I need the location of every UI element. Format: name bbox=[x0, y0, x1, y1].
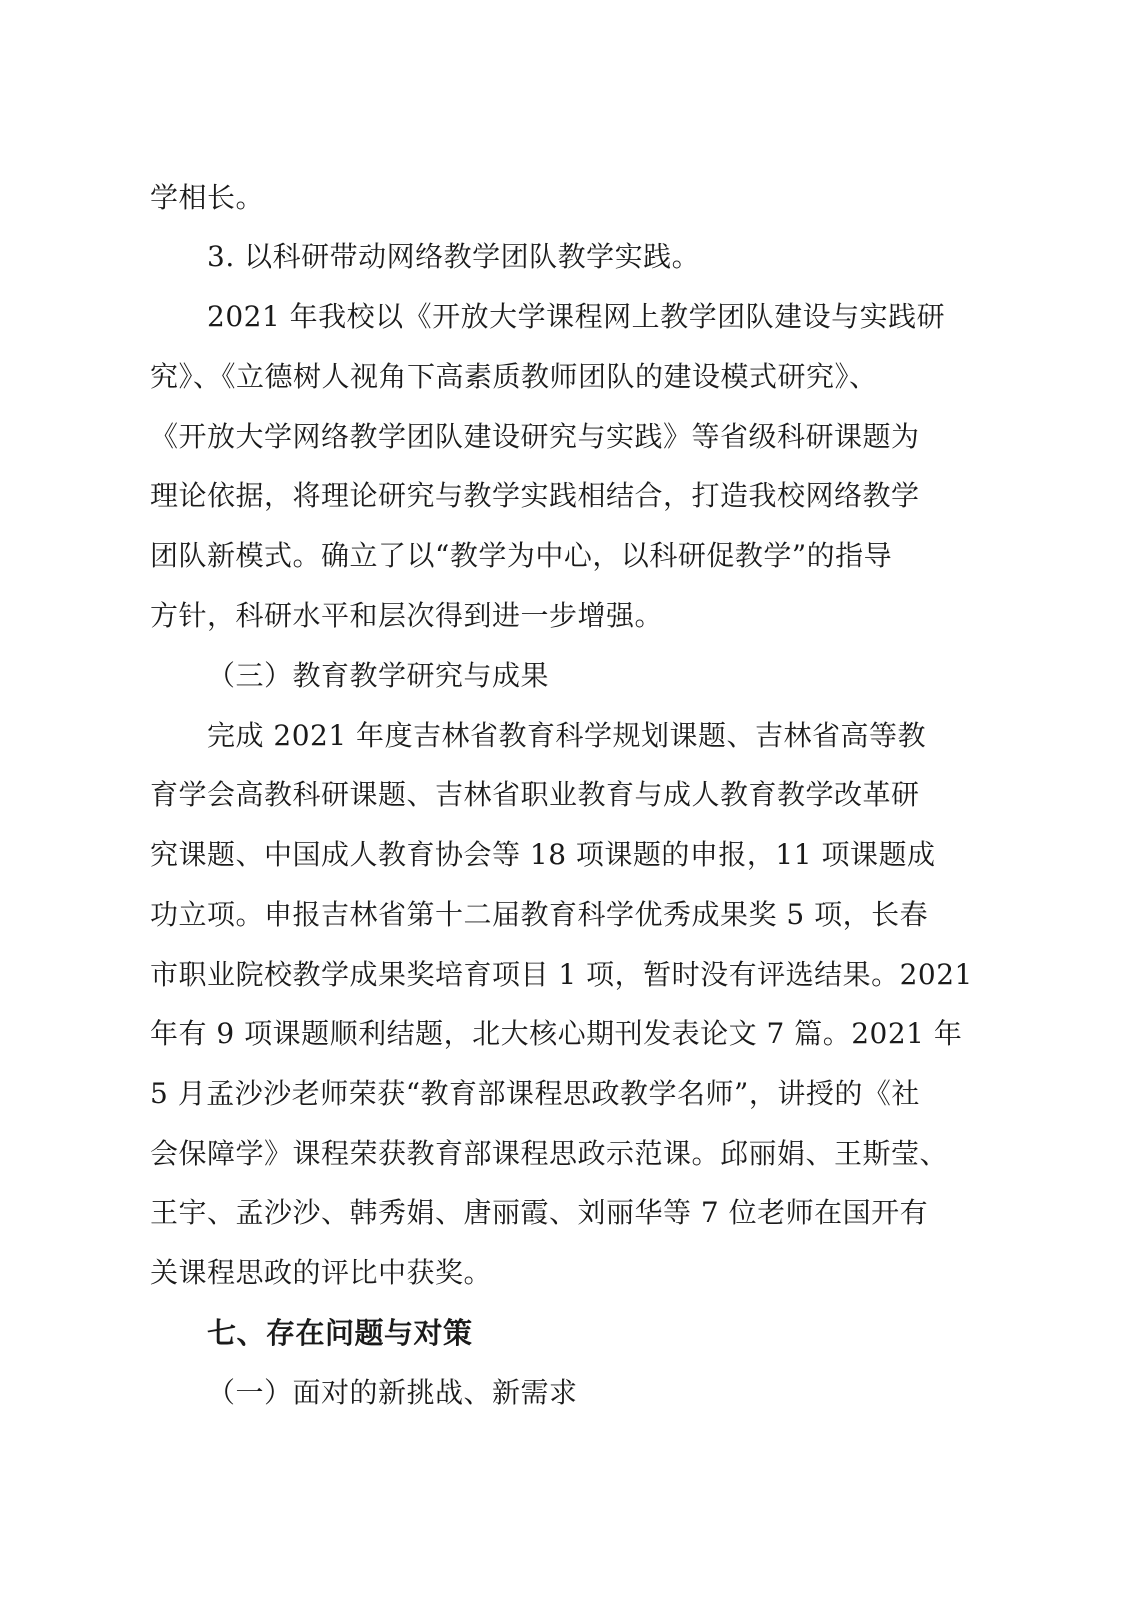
paragraph-line: 学相长。 bbox=[150, 181, 265, 214]
section-heading: （三）教育教学研究与成果 bbox=[207, 659, 550, 692]
paragraph-line: 方针，科研水平和层次得到进一步增强。 bbox=[150, 599, 664, 632]
paragraph-line: 完成 2021 年度吉林省教育科学规划课题、吉林省高等教 bbox=[207, 719, 927, 752]
paragraph-line: 究课题、中国成人教育协会等 18 项课题的申报，11 项课题成 bbox=[150, 838, 936, 871]
paragraph-line: 究》、《立德树人视角下高素质教师团队的建设模式研究》、 bbox=[150, 360, 878, 393]
paragraph-line: 年有 9 项课题顺利结题，北大核心期刊发表论文 7 篇。2021 年 bbox=[150, 1017, 963, 1050]
paragraph-line: 功立项。申报吉林省第十二届教育科学优秀成果奖 5 项，长春 bbox=[150, 898, 929, 931]
paragraph-line: 市职业院校教学成果奖培育项目 1 项，暂时没有评选结果。2021 bbox=[150, 958, 973, 991]
paragraph-line: 育学会高教科研课题、吉林省职业教育与成人教育教学改革研 bbox=[150, 778, 920, 811]
section-heading: （一）面对的新挑战、新需求 bbox=[207, 1376, 578, 1409]
chapter-heading: 七、存在问题与对策 bbox=[207, 1316, 473, 1350]
paragraph-line: 理论依据，将理论研究与教学实践相结合，打造我校网络教学 bbox=[150, 479, 920, 512]
paragraph-line: 王宇、孟沙沙、韩秀娟、唐丽霞、刘丽华等 7 位老师在国开有 bbox=[150, 1196, 929, 1229]
paragraph-line: 会保障学》课程荣获教育部课程思政示范课。邱丽娟、王斯莹、 bbox=[150, 1137, 949, 1170]
paragraph-line: 团队新模式。确立了以“教学为中心，以科研促教学”的指导 bbox=[150, 539, 893, 572]
paragraph-line: 关课程思政的评比中获奖。 bbox=[150, 1256, 493, 1289]
paragraph-line: 《开放大学网络教学团队建设研究与实践》等省级科研课题为 bbox=[150, 420, 920, 453]
paragraph-line: 5 月孟沙沙老师荣获“教育部课程思政教学名师”，讲授的《社 bbox=[150, 1077, 920, 1110]
subheading: 3. 以科研带动网络教学团队教学实践。 bbox=[207, 240, 701, 273]
paragraph-line: 2021 年我校以《开放大学课程网上教学团队建设与实践研 bbox=[207, 300, 946, 333]
